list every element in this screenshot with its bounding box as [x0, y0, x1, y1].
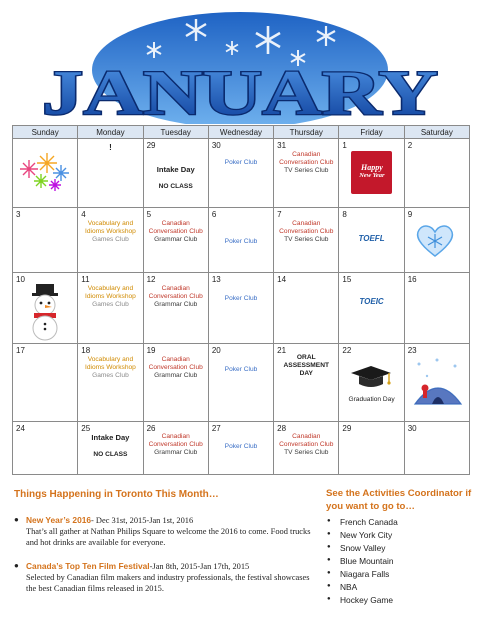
- week-row: [13, 422, 470, 475]
- event-text: Canadian: [161, 220, 190, 227]
- event-text: Canadian: [161, 433, 190, 440]
- event-text: TOEIC: [359, 297, 384, 306]
- snowflake-heart-icon: [415, 222, 455, 258]
- event-text: Games Club: [92, 300, 129, 308]
- day-cell: [208, 344, 273, 422]
- day-number: 18: [81, 346, 91, 355]
- day-number: 1: [342, 141, 347, 150]
- news-item: [14, 561, 311, 595]
- list-item: ● NBA: [340, 581, 476, 594]
- happy-new-year-icon: [351, 151, 392, 194]
- event-text: Intake Day: [91, 433, 130, 442]
- list-item: ● Blue Mountain: [340, 555, 476, 568]
- day-number: 2: [407, 141, 413, 150]
- calendar-grid: [12, 125, 470, 475]
- day-number: 17: [16, 346, 25, 355]
- day-cell: [404, 422, 469, 475]
- weekday-header: Sunday: [13, 126, 78, 139]
- fireworks-icon: [15, 147, 75, 197]
- event-text: Conversation Club: [148, 292, 203, 300]
- day-number: 23: [407, 346, 417, 355]
- event-text: TV Series Club: [284, 448, 329, 456]
- day-cell: [143, 344, 208, 422]
- event-text: Grammar Club: [154, 448, 198, 456]
- day-number: 30: [211, 141, 221, 150]
- day-number: 11: [81, 275, 90, 284]
- event-text: Idioms Workshop: [85, 227, 136, 235]
- news-item: [14, 515, 311, 549]
- news-description: Selected by Canadian film makers and industry professionals, the festival showcases the best Canadian films released in 2015.: [26, 573, 310, 594]
- event-text: DAY: [299, 369, 313, 377]
- day-cell: [274, 344, 339, 422]
- event-text: Vocabulary and: [87, 220, 134, 227]
- day-number: 28: [277, 424, 287, 433]
- day-number: 13: [211, 275, 221, 284]
- list-item: ● Hockey Game: [340, 594, 476, 607]
- event-text: Conversation Club: [279, 440, 334, 448]
- day-number: 29: [146, 141, 156, 150]
- day-number: 29: [342, 424, 352, 433]
- list-item: ● Snow Valley: [340, 542, 476, 555]
- day-cell: [13, 139, 78, 208]
- day-cell: [339, 273, 404, 344]
- event-text: Canadian: [161, 285, 190, 292]
- weekday-header: Monday: [78, 126, 143, 139]
- day-number: 26: [146, 424, 156, 433]
- day-number: 5: [146, 210, 152, 219]
- day-cell: [208, 422, 273, 475]
- weekday-header-row: [13, 126, 470, 139]
- event-text: Vocabulary and: [87, 285, 134, 292]
- day-number: 10: [16, 275, 25, 284]
- things-happening-heading: Things Happening in Toronto This Month…: [14, 489, 219, 500]
- day-number: 3: [16, 210, 21, 219]
- day-cell: [208, 208, 273, 273]
- day-cell: [274, 139, 339, 208]
- event-text: Conversation Club: [279, 227, 334, 235]
- day-cell: [274, 208, 339, 273]
- day-cell: [404, 208, 469, 273]
- weekday-header: Thursday: [274, 126, 339, 139]
- event-text: Canadian: [161, 356, 190, 363]
- day-number: 8: [342, 210, 347, 219]
- news-title: New Year’s 2016: [26, 515, 92, 525]
- week-row: [13, 208, 470, 273]
- event-text: Poker Club: [224, 366, 258, 373]
- day-cell: [143, 273, 208, 344]
- day-number: 24: [16, 424, 25, 433]
- news-dates: -Jan 8th, 2015-Jan 17th, 2015: [149, 562, 250, 571]
- day-number: 19: [146, 346, 156, 355]
- bullet-icon: ●: [14, 561, 19, 570]
- day-number: 16: [407, 275, 417, 284]
- igloo-icon: [411, 356, 465, 412]
- event-text: TOEFL: [358, 234, 385, 243]
- day-number: 6: [211, 210, 217, 219]
- day-cell: [13, 208, 78, 273]
- day-number: 14: [277, 275, 287, 284]
- day-cell: [274, 273, 339, 344]
- day-cell: [143, 139, 208, 208]
- event-text: Idioms Workshop: [85, 292, 136, 300]
- event-text: Poker Club: [224, 238, 258, 245]
- day-cell: [78, 208, 143, 273]
- event-text: Grammar Club: [154, 371, 198, 379]
- event-text: TV Series Club: [284, 235, 329, 243]
- day-cell: [404, 273, 469, 344]
- day-number: 27: [211, 424, 221, 433]
- day-number: 20: [211, 346, 221, 355]
- day-number: 22: [342, 346, 352, 355]
- day-cell: [13, 273, 78, 344]
- activities-box: [326, 488, 476, 607]
- week-row: [13, 344, 470, 422]
- day-number: 31: [277, 141, 287, 150]
- day-number: 30: [407, 424, 417, 433]
- day-cell: [208, 273, 273, 344]
- day-cell: [143, 422, 208, 475]
- weekday-header: Wednesday: [208, 126, 273, 139]
- weekday-header: Tuesday: [143, 126, 208, 139]
- day-cell: [78, 139, 143, 208]
- event-text: Poker Club: [224, 159, 258, 166]
- day-cell: [208, 139, 273, 208]
- day-cell: [339, 422, 404, 475]
- graduation-cap-icon: [349, 364, 393, 390]
- event-text: Games Club: [92, 235, 129, 243]
- event-text: ORAL: [296, 354, 316, 361]
- news-dates: - Dec 31st, 2015-Jan 1st, 2016: [91, 516, 194, 525]
- list-item: ● French Canada: [340, 516, 476, 529]
- day-cell: [339, 344, 404, 422]
- activities-list: [326, 516, 476, 607]
- week-row: [13, 273, 470, 344]
- weekday-header: Saturday: [404, 126, 469, 139]
- day-cell: [13, 422, 78, 475]
- day-number: 4: [81, 210, 86, 219]
- weekday-header: Friday: [339, 126, 404, 139]
- event-text: Canadian: [292, 151, 321, 158]
- day-number: 25: [81, 424, 91, 433]
- day-cell: [143, 208, 208, 273]
- day-cell: [78, 422, 143, 475]
- day-cell: [339, 139, 404, 208]
- list-item: ● New York City: [340, 529, 476, 542]
- event-text: Poker Club: [224, 443, 258, 450]
- event-text: NO CLASS: [93, 451, 128, 459]
- day-number: 9: [407, 210, 413, 219]
- day-number: 7: [277, 210, 282, 219]
- event-text: Canadian: [292, 220, 321, 227]
- day-number: 15: [342, 275, 352, 284]
- event-text: Idioms Workshop: [85, 363, 136, 371]
- day-cell: [13, 344, 78, 422]
- news-title: Canada’s Top Ten Film Festival: [26, 561, 150, 571]
- day-cell: [339, 208, 404, 273]
- day-number: !: [109, 143, 112, 152]
- event-text: Conversation Club: [279, 158, 334, 166]
- list-item: ● Niagara Falls: [340, 568, 476, 581]
- event-text: Conversation Club: [148, 227, 203, 235]
- event-text: Games Club: [92, 371, 129, 379]
- event-text: ASSESSMENT: [283, 361, 329, 369]
- day-cell: [274, 422, 339, 475]
- day-cell: [78, 273, 143, 344]
- day-cell: [404, 139, 469, 208]
- event-text: Canadian: [292, 433, 321, 440]
- event-text: Grammar Club: [154, 235, 198, 243]
- bullet-icon: ●: [14, 515, 19, 524]
- day-number: 21: [277, 346, 287, 355]
- event-text: Vocabulary and: [87, 356, 134, 363]
- graphic-text: New Year: [359, 172, 385, 179]
- page-title: JANUARY: [42, 57, 438, 124]
- event-text: Poker Club: [224, 295, 258, 302]
- day-cell: [404, 344, 469, 422]
- event-text: Conversation Club: [148, 363, 203, 371]
- january-banner: [36, 6, 444, 124]
- news-description: That’s all gather at Nathan Philips Square to welcome the 2016 to come. Food trucks and hot drinks are available for everyone.: [26, 527, 311, 548]
- day-cell: [78, 344, 143, 422]
- snowman-icon: [25, 283, 65, 341]
- event-text: NO CLASS: [158, 183, 193, 191]
- event-text: Conversation Club: [148, 440, 203, 448]
- event-text: Graduation Day: [348, 396, 395, 403]
- activities-heading: See the Activities Coordinator if you want to go to…: [326, 488, 472, 512]
- event-text: Intake Day: [156, 165, 195, 174]
- day-number: 12: [146, 275, 156, 284]
- graphic-text: Happy: [361, 163, 383, 172]
- event-text: TV Series Club: [284, 166, 329, 174]
- event-text: Grammar Club: [154, 300, 198, 308]
- week-row: [13, 139, 470, 208]
